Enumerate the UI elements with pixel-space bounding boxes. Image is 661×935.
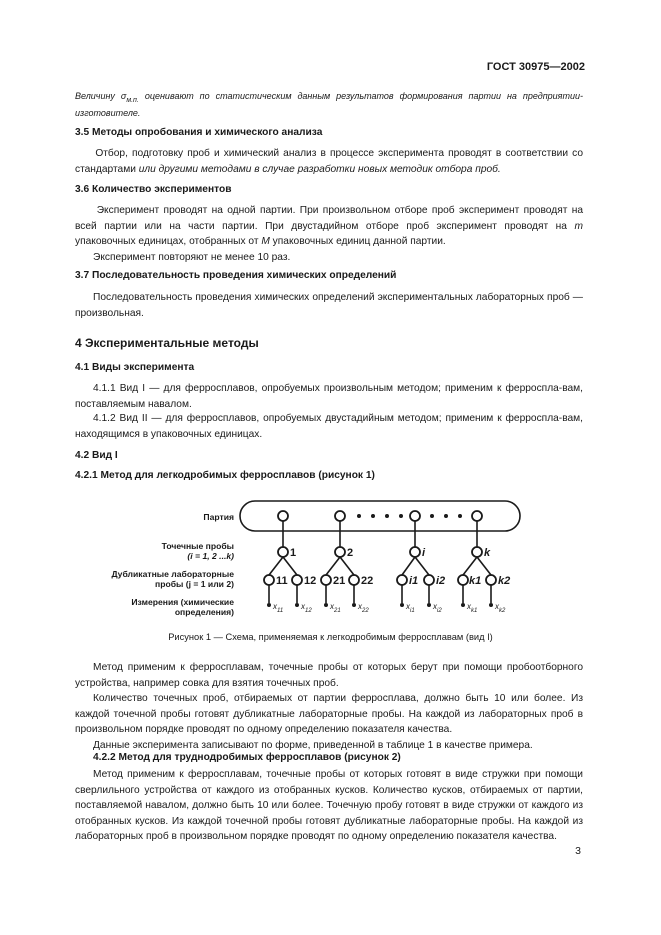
section-4-1-2: 4.1.2 Вид II — для ферросплавов, опробуемых двустадийным методом; применим к ферроспла-вам, находящимся в упаковочных единицах. xyxy=(75,413,583,440)
dup-node-i2 xyxy=(424,575,434,585)
group-label-k: k xyxy=(484,547,491,559)
label-dup-1: Дубликатные лабораторные xyxy=(111,569,234,579)
body-p1: Метод применим к ферросплавам, точечные пробы от которых берут при помощи пробоотборного устройства, например совка для взятия точечных проб. xyxy=(75,662,583,689)
meas-x22-sub: 22 xyxy=(362,608,369,614)
section-3-6-p2: Эксперимент повторяют не менее 10 раз. xyxy=(93,252,291,263)
meas-x12: x xyxy=(301,602,305,611)
s36-p1-a: Эксперимент проводят на одной партии. При произвольном отборе проб эксперимент проводят на всей партии или на части партии. При двустадийном отборе проб эксперимент проводят на xyxy=(75,205,584,232)
section-3-5-title: 3.5 Методы опробования и химического анализа xyxy=(75,127,323,138)
svg-text:x12 xyxy=(300,602,312,614)
note-post: оценивают по статистическим данным результатов формирования партии на предприятии-изготовителе. xyxy=(75,91,583,118)
s36-p1-m: m xyxy=(574,220,583,232)
label-dup-2: пробы (j = 1 или 2) xyxy=(155,579,234,589)
dup-node-k1 xyxy=(458,575,468,585)
section-3-5-text-main: Отбор, подготовку проб и химический анализ в процессе эксперимента проводят в соответствии со стандартами xyxy=(75,148,583,175)
svg-text:x22 xyxy=(357,602,369,614)
group-label-i: i xyxy=(422,547,426,559)
dup-label-i2: i2 xyxy=(436,575,446,587)
note-pre: Величину xyxy=(75,91,121,101)
section-4-1-1: 4.1.1 Вид I — для ферросплавов, опробуемых произвольным методом; применим к ферроспла-вам, поставляемым навалом. xyxy=(75,383,583,410)
meas-xi2: x xyxy=(433,602,437,611)
meas-x21-sub: 21 xyxy=(334,608,341,614)
s36-p1-b: упаковочных единицах, отобранных от xyxy=(75,236,262,248)
dup-label-i1: i1 xyxy=(409,575,419,587)
s36-p1-c: упаковочных единиц данной партии. xyxy=(269,236,446,248)
figure-1-diagram xyxy=(0,495,661,625)
dup-node-12 xyxy=(292,575,302,585)
meas-x22: x xyxy=(358,602,362,611)
meas-xk1: x xyxy=(467,602,471,611)
meas-xi1: x xyxy=(406,602,410,611)
standard-number: ГОСТ 30975—2002 xyxy=(486,61,585,73)
section-3-7-title: 3.7 Последовательность проведения химических определений xyxy=(75,270,397,281)
section-4-2-title: 4.2 Вид I xyxy=(75,450,118,461)
body-p2: Количество точечных проб, отбираемых от партии ферросплава, должно быть 10 или более. Из каждой точечной пробы готовят дубликатные лабораторные пробы. На каждой из лабораторных проб в произвольном порядке проводят по одному определению показателя качества. xyxy=(75,693,583,736)
meas-xk2: x xyxy=(495,602,499,611)
note-paragraph xyxy=(75,90,583,120)
svg-text:x21 xyxy=(329,602,341,614)
dup-label-22: 22 xyxy=(361,575,374,587)
meas-xi1-sub: i1 xyxy=(410,608,415,614)
label-batch: Партия xyxy=(203,512,234,522)
section-4-title: 4 Экспериментальные методы xyxy=(75,336,259,350)
dup-node-21 xyxy=(321,575,331,585)
dup-label-12: 12 xyxy=(304,575,317,587)
meas-x11-sub: 11 xyxy=(277,608,284,614)
batch-node-2 xyxy=(335,511,345,521)
batch-node-k xyxy=(472,511,482,521)
section-3-5-text-italic: или другими методами в случае разработки новых методик отбора проб. xyxy=(138,163,501,175)
body-p3: Данные эксперимента записывают по форме, приведенной в таблице 1 в качестве примера. xyxy=(93,740,533,751)
meas-xk1-sub: k1 xyxy=(471,608,478,614)
dup-node-11 xyxy=(264,575,274,585)
section-3-6-title: 3.6 Количество экспериментов xyxy=(75,184,232,195)
label-points-1: Точечные пробы xyxy=(161,541,234,551)
svg-text:x11 xyxy=(272,602,283,614)
meas-xk2-sub: k2 xyxy=(499,608,506,614)
batch-node-i xyxy=(410,511,420,521)
label-meas-2: определения) xyxy=(174,607,234,617)
s36-p1-M: M xyxy=(261,236,270,248)
svg-text:xi1 xyxy=(405,602,415,614)
group-label-1: 1 xyxy=(290,547,297,559)
meas-xi2-sub: i2 xyxy=(437,608,442,614)
svg-text:xk1 xyxy=(466,602,477,614)
dup-label-k2: k2 xyxy=(498,575,511,587)
point-sample-node-i xyxy=(410,547,420,557)
section-3-5-text xyxy=(75,146,583,177)
svg-text:xk2 xyxy=(494,602,506,614)
dup-label-k1: k1 xyxy=(469,575,482,587)
label-points-2: (i = 1, 2 ...k) xyxy=(187,551,234,561)
note-sigma: σ xyxy=(120,91,127,101)
section-3-6-p1 xyxy=(75,203,583,250)
group-label-2: 2 xyxy=(347,547,354,559)
section-4-1-title: 4.1 Виды эксперимента xyxy=(75,362,195,373)
section-4-2-2-text: Метод применим к ферросплавам, точечные пробы от которых готовят в виде стружки при помощи сверлильного устройства от каждого из отобранных кусков. Количество кусков, отбираемых от партии, поставляемой навалом, должно быть 10 или более. Точечную пробу готовят в виде стружки от каждого из отобранных кусков. Из каждой точечной пробы готовят дубликатные лабораторные пробы. На каждой из лабораторных проб в произвольном порядке проводят по одному определению показателя качества. xyxy=(75,769,583,843)
point-sample-node-k xyxy=(472,547,482,557)
section-4-2-1-title: 4.2.1 Метод для легкодробимых ферросплавов (рисунок 1) xyxy=(75,470,375,481)
note-sigma-sub: м.п. xyxy=(126,96,139,104)
figure-1-caption: Рисунок 1 — Схема, применяемая к легкодробимым ферросплавам (вид I) xyxy=(168,632,493,642)
batch-node-1 xyxy=(278,511,288,521)
page-number: 3 xyxy=(575,845,581,857)
dup-node-k2 xyxy=(486,575,496,585)
svg-text:xi2 xyxy=(432,602,442,614)
meas-x21: x xyxy=(330,602,334,611)
section-4-2-2-title: 4.2.2 Метод для труднодробимых ферросплавов (рисунок 2) xyxy=(93,752,401,763)
meas-x12-sub: 12 xyxy=(305,608,312,614)
dup-label-21: 21 xyxy=(333,575,346,587)
dup-node-i1 xyxy=(397,575,407,585)
meas-x11: x xyxy=(273,602,277,611)
point-sample-node-1 xyxy=(278,547,288,557)
point-sample-node-2 xyxy=(335,547,345,557)
label-meas-1: Измерения (химические xyxy=(131,597,234,607)
dup-node-22 xyxy=(349,575,359,585)
section-3-7-text: Последовательность проведения химических определений экспериментальных лабораторных проб — произвольная. xyxy=(75,292,583,319)
dup-label-11: 11 xyxy=(276,575,288,587)
